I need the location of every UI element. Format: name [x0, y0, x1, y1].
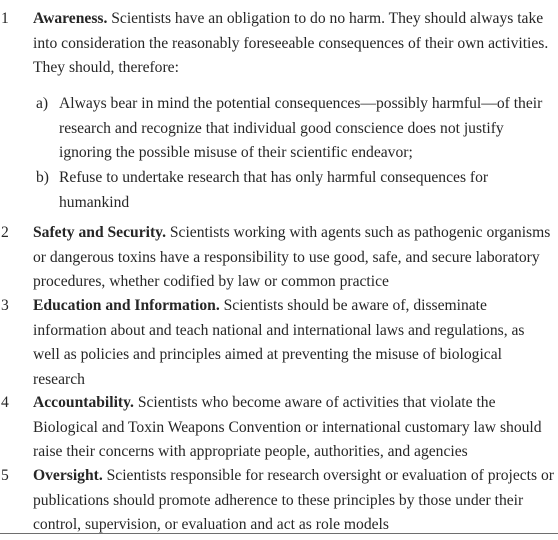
principle-paragraph [33, 464, 554, 538]
principle-paragraph [33, 7, 554, 81]
principle-accountability [1, 391, 554, 465]
subitem-b [36, 166, 554, 215]
principle-number: 4 [1, 394, 9, 411]
principle-paragraph [33, 221, 554, 295]
principle-awareness-items-b [33, 166, 554, 215]
principle-title: Awareness. [33, 10, 108, 27]
principle-awareness [1, 7, 554, 81]
principle-text: Scientists should be aware of, disseminate information about and teach national and international laws and regulations, as well as policies and principles aimed at preventing the misuse of biological research [33, 297, 525, 388]
principle-paragraph [33, 294, 554, 392]
subitem-label: a) [36, 95, 49, 112]
principle-number: 2 [1, 224, 9, 241]
principle-number: 1 [1, 10, 9, 27]
principle-text: Scientists who become aware of activities that violate the Biological and Toxin Weapons Convention or international customary law should raise their concerns with appropriate people, authorities, and agencies [33, 394, 542, 460]
principle-text: Scientists responsible for research oversight or evaluation of projects or publications should promote adherence to these principles by those under their control, supervision, or evaluation and act as role models [33, 467, 554, 533]
principle-safety-security [1, 221, 554, 295]
principle-paragraph [33, 391, 554, 465]
principle-text: Scientists working with agents such as pathogenic organisms or dangerous toxins have a responsibility to use good, safe, and secure laboratory procedures, whether codified by law or common practice [33, 224, 551, 290]
subitem-text: Refuse to undertake research that has only harmful consequences for humankind [59, 169, 489, 211]
subitem-text: Always bear in mind the potential consequences—possibly harmful—of their research and recognize that individual good conscience does not justify ignoring the possible misuse of their scientific endeavor; [59, 95, 543, 161]
principle-title: Accountability. [33, 394, 134, 411]
subitem-label: b) [36, 169, 49, 186]
principle-education-information [1, 294, 554, 392]
principle-oversight [1, 464, 554, 538]
principle-number: 3 [1, 297, 9, 314]
principle-title: Oversight. [33, 467, 103, 484]
principle-title: Education and Information. [33, 297, 220, 314]
principle-awareness-items [33, 92, 554, 166]
principle-text: Scientists have an obligation to do no harm. They should always take into consideration the reasonably foreseeable consequences of their own activities. They should, therefore: [33, 10, 549, 76]
principle-number: 5 [1, 467, 9, 484]
bottom-rule [0, 533, 558, 534]
principle-title: Safety and Security. [33, 224, 166, 241]
subitem-a [36, 92, 554, 166]
